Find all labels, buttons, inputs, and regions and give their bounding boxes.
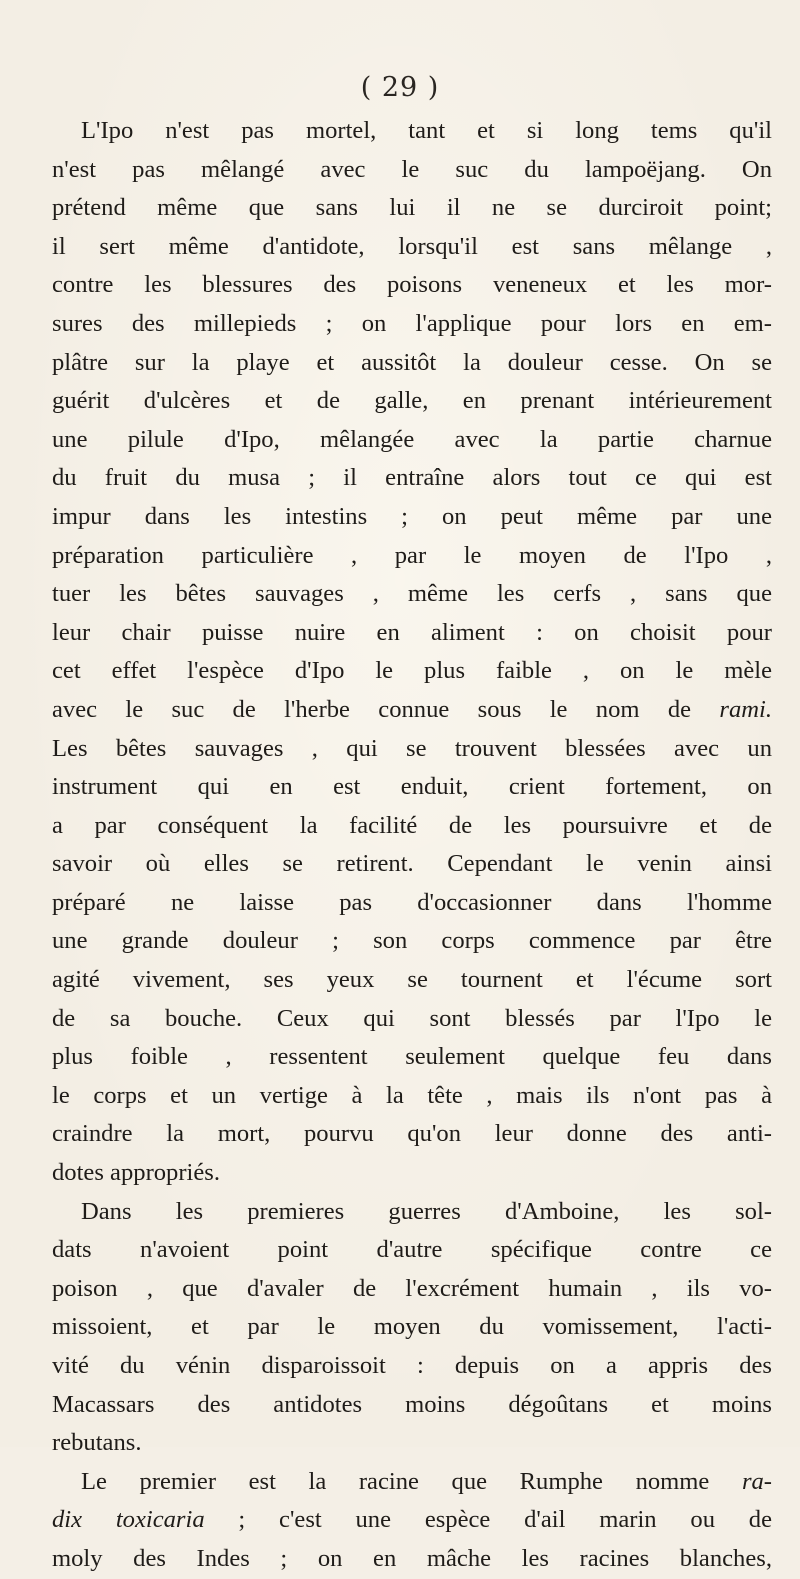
text-line: Macassars des antidotes moins dégoûtans et moins	[52, 1390, 772, 1418]
text-run: avec le suc de l'herbe connue sous le nom de	[52, 695, 720, 723]
text-line: le corps et un vertige à la tête , mais ils n'ont pas à	[52, 1081, 772, 1109]
text-line: rebutans.	[52, 1429, 142, 1457]
text-line: contre les blessures des poisons veneneux et les mor-	[52, 271, 772, 299]
text-line: de sa bouche. Ceux qui sont blessés par l'Ipo le	[52, 1004, 772, 1032]
text-line: craindre la mort, pourvu qu'on leur donne des anti-	[52, 1120, 772, 1148]
text-line: n'est pas mêlangé avec le suc du lampoëjang. On	[52, 155, 772, 183]
text-run: ; c'est une espèce d'ail marin ou de	[204, 1506, 772, 1534]
text-line: une pilule d'Ipo, mêlangée avec la partie charnue	[52, 425, 772, 453]
text-line: prétend même que sans lui il ne se durciroit point;	[52, 194, 772, 222]
text-line: agité vivement, ses yeux se tournent et l'écume sort	[52, 966, 772, 994]
text-line: missoient, et par le moyen du vomissement, l'acti-	[52, 1313, 772, 1341]
body-text	[52, 112, 772, 1579]
text-run: Le premier est la racine que Rumphe nomme	[81, 1467, 742, 1495]
text-line: il sert même d'antidote, lorsqu'il est sans mêlange ,	[52, 232, 772, 260]
text-line: instrument qui en est enduit, crient fortement, on	[52, 773, 772, 801]
text-line: vité du vénin disparoissoit : depuis on a appris des	[52, 1352, 772, 1379]
text-line: une grande douleur ; son corps commence par être	[52, 927, 772, 955]
text-line: impur dans les intestins ; on peut même par une	[52, 502, 772, 530]
text-line	[52, 1463, 772, 1502]
text-line	[52, 1501, 772, 1540]
text-line: plus foible , ressentent seulement quelque feu dans	[52, 1043, 772, 1071]
text-line: plâtre sur la playe et aussitôt la douleur cesse. On se	[52, 348, 772, 376]
text-line: tuer les bêtes sauvages , même les cerfs , sans que	[52, 580, 772, 608]
text-line: sures des millepieds ; on l'applique pour lors en em-	[52, 309, 772, 337]
text-line: L'Ipo n'est pas mortel, tant et si long tems qu'il	[81, 117, 772, 144]
text-line: a par conséquent la facilité de les poursuivre et de	[52, 811, 772, 839]
text-line: dats n'avoient point d'autre spécifique contre ce	[52, 1236, 772, 1264]
text-line: préparé ne laisse pas d'occasionner dans l'homme	[52, 888, 772, 916]
text-line: moly des Indes ; on en mâche les racines blanches,	[52, 1544, 772, 1572]
text-line: cet effet l'espèce d'Ipo le plus faible , on le mèle	[52, 657, 772, 685]
text-line: poison , que d'avaler de l'excrément humain , ils vo-	[52, 1274, 772, 1302]
text-line: Les bêtes sauvages , qui se trouvent blessées avec un	[52, 734, 772, 762]
text-line: du fruit du musa ; il entraîne alors tout ce qui est	[52, 464, 772, 492]
italic-text: rami.	[719, 695, 772, 723]
italic-text: dix toxicaria	[52, 1506, 205, 1534]
text-line: guérit d'ulcères et de galle, en prenant intérieurement	[52, 387, 772, 415]
italic-text: ra-	[741, 1467, 772, 1495]
text-line: dotes appropriés.	[52, 1159, 221, 1187]
text-line: leur chair puisse nuire en aliment : on choisit pour	[52, 618, 772, 646]
text-line: savoir où elles se retirent. Cependant le venin ainsi	[52, 850, 772, 878]
text-line: préparation particulière , par le moyen de l'Ipo ,	[52, 541, 772, 569]
page-number: ( 29 )	[360, 72, 440, 103]
text-line: Dans les premieres guerres d'Amboine, les sol-	[81, 1197, 772, 1225]
text-line	[52, 691, 772, 730]
